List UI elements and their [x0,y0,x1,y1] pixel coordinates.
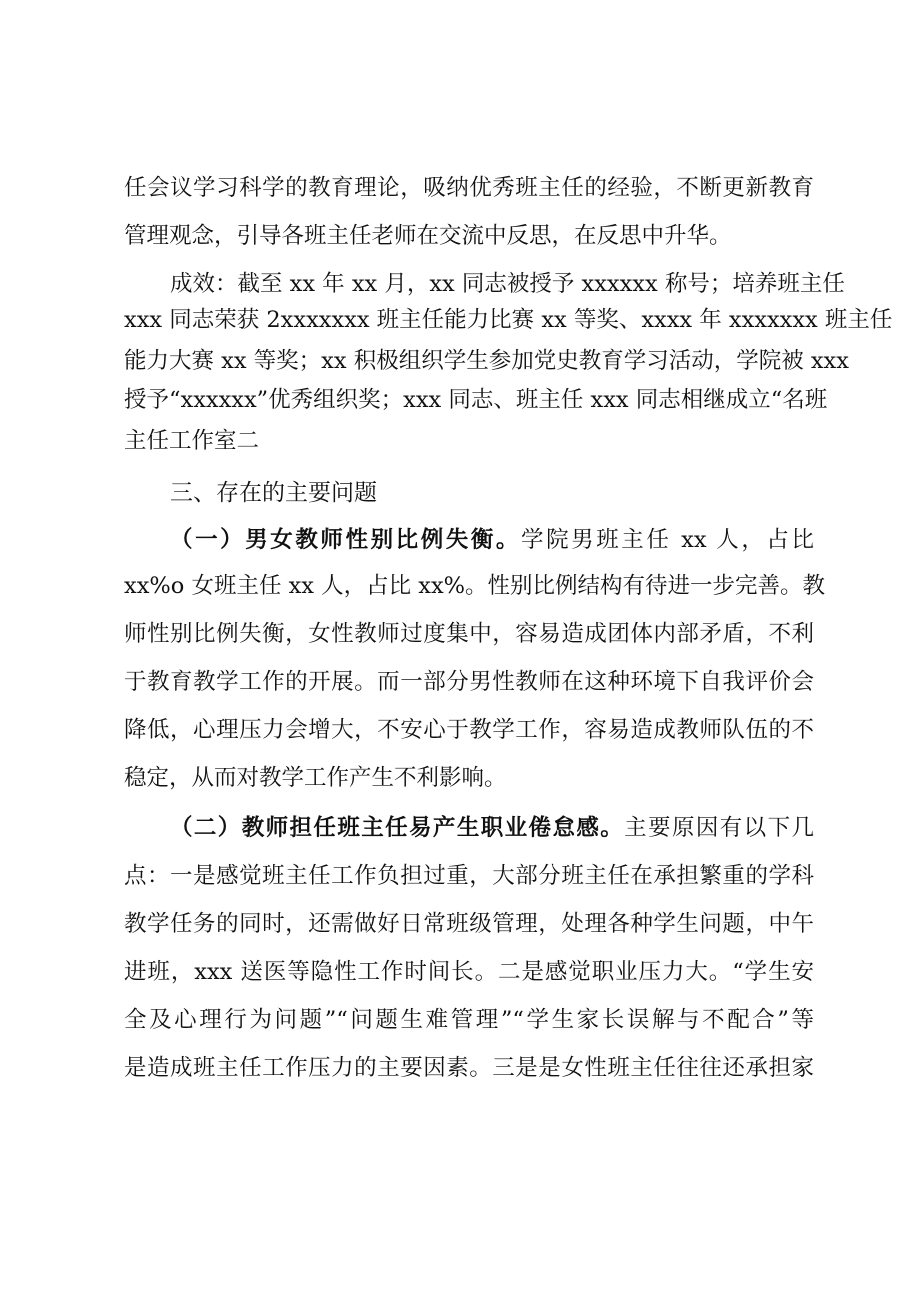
subsection-2-line-1 [170,813,814,843]
subsection-1-line-4: 于教育教学工作的开展。而一部分男性教师在这种环境下自我评价会 [124,669,814,695]
subsection-2-line-5: 全及心理行为问题”“问题生难管理”“学生家长误解与不配合”等 [124,1007,814,1033]
paragraph-2-line-2: xxx 同志荣获 2xxxxxxx 班主任能力比赛 xx 等奖、xxxx 年 xxxxxxx 班主任 [124,307,893,333]
subsection-2-title: （二）教师担任班主任易产生职业倦怠感。 [170,815,625,841]
subsection-2-line-1-text: 主要原因有以下几 [624,815,814,841]
subsection-1-line-5: 降低，心理压力会增大，不安心于教学工作，容易造成教师队伍的不 [124,717,814,743]
subsection-2-line-4: 进班，xxx 送医等隐性工作时间长。二是感觉职业压力大。“学生安 [124,959,814,985]
subsection-2-line-3: 教学任务的同时，还需做好日常班级管理，处理各种学生问题，中午 [124,911,814,937]
paragraph-2-line-1: 成效：截至 xx 年 xx 月，xx 同志被授予 xxxxxx 称号；培养班主任 [170,271,845,297]
subsection-1-line-2: xx%o 女班主任 xx 人，占比 xx%。性别比例结构有待进一步完善。教 [124,573,826,599]
paragraph-2-line-5: 主任工作室二 [124,428,260,454]
subsection-1-line-1-text: 学院男班主任 xx 人，占比 [521,527,814,553]
subsection-1-line-1 [170,525,814,555]
paragraph-1-line-2: 管理观念，引导各班主任老师在交流中反思，在反思中升华。 [124,223,732,249]
subsection-1-line-3: 师性别比例失衡，女性教师过度集中，容易造成团体内部矛盾，不利 [124,621,814,647]
paragraph-2-line-4: 授予“xxxxxx”优秀组织奖；xxx 同志、班主任 xxx 同志相继成立“名班 [124,387,828,413]
subsection-2-line-6: 是造成班主任工作压力的主要因素。三是是女性班主任往往还承担家 [124,1055,814,1081]
section-heading: 三、存在的主要问题 [170,480,377,506]
subsection-1-line-6: 稳定，从而对教学工作产生不利影响。 [124,765,507,791]
subsection-1-title: （一）男女教师性别比例失衡。 [170,527,522,553]
paragraph-1-line-1: 任会议学习科学的教育理论，吸纳优秀班主任的经验，不断更新教育 [124,175,814,201]
paragraph-2-line-3: 能力大赛 xx 等奖；xx 积极组织学生参加党史教育学习活动，学院被 xxx [124,348,849,374]
subsection-2-line-2: 点：一是感觉班主任工作负担过重，大部分班主任在承担繁重的学科 [124,863,814,889]
